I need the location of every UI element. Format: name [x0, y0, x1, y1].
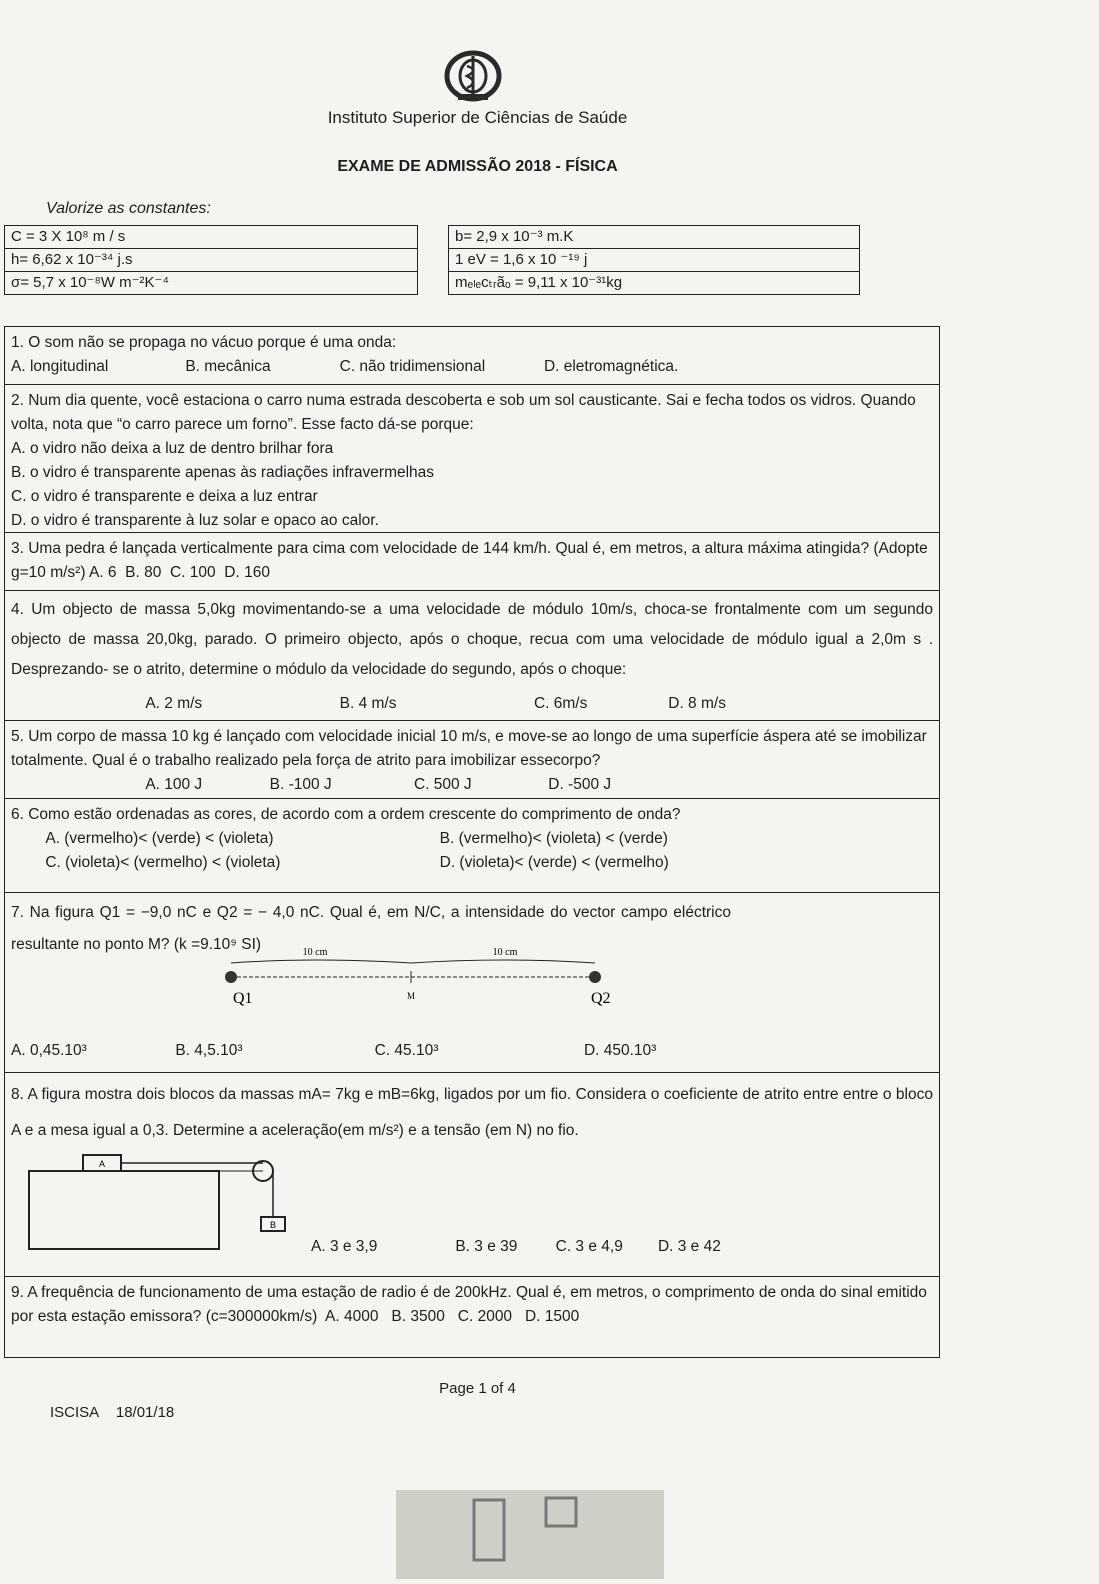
question-4	[4, 590, 940, 720]
option-a: A. longitudinal	[11, 358, 109, 375]
blocks-figure	[25, 1151, 295, 1251]
option-c: C. 500 J	[413, 776, 472, 793]
option-a: A. 4000	[325, 1308, 379, 1325]
q2-label: Q2	[591, 990, 611, 1007]
institute-emblem-icon	[444, 50, 502, 102]
q1-label: Q1	[233, 990, 253, 1007]
option-d: D. o vidro é transparente à luz solar e opaco ao calor.	[11, 512, 379, 529]
constants-table	[4, 225, 860, 295]
option-b: B. 3500	[391, 1308, 445, 1325]
scanner-artifact	[396, 1490, 664, 1579]
option-d: D. 450.10³	[583, 1042, 657, 1059]
option-a: A. o vidro não deixa a luz de dentro brilhar fora	[11, 440, 334, 457]
block-b-label: B	[269, 1220, 277, 1230]
table-row	[5, 226, 860, 249]
option-d: D. 8 m/s	[668, 695, 726, 712]
question-text: 9. A frequência de funcionamento de uma estação de radio é de 200kHz. Qual é, em metros, o comprimento de onda do sinal emitido por esta estação emissora? (c=300000km/s)	[11, 1284, 927, 1325]
page-number: Page 1 of 4	[439, 1380, 516, 1397]
question-9	[4, 1276, 940, 1358]
option-b: B. 4 m/s	[339, 695, 397, 712]
option-b: B. 4,5.10³	[175, 1042, 243, 1059]
question-1	[4, 326, 940, 384]
dist-right-label: 10 cm	[492, 947, 518, 958]
footer-org: ISCISA	[50, 1404, 100, 1421]
question-text: 2. Num dia quente, você estaciona o carro numa estrada descoberta e sob um sol causticante. Sai e fecha todos os vidros. Quando volta, nota que “o carro parece um forno”. Esse facto dá-se porque:	[11, 392, 916, 433]
question-3	[4, 532, 940, 590]
option-b: B. mecânica	[185, 358, 271, 375]
option-b: B. 80	[125, 564, 162, 581]
constant-cell: b= 2,9 x 10⁻³ m.K	[449, 226, 860, 249]
option-a: A. 100 J	[145, 776, 203, 793]
question-6	[4, 798, 940, 892]
m-label: M	[406, 991, 416, 1001]
option-d: D. 3 e 42	[657, 1238, 721, 1255]
scanner-icons	[396, 1490, 664, 1579]
constant-cell: C = 3 X 10⁸ m / s	[5, 226, 418, 249]
constant-cell: 1 eV = 1,6 x 10 ⁻¹⁹ j	[449, 249, 860, 272]
constant-cell: σ= 5,7 x 10⁻⁸W m⁻²K⁻⁴	[5, 272, 418, 295]
question-7	[4, 892, 940, 1072]
option-a: A. 6	[88, 564, 117, 581]
option-d: D. -500 J	[548, 776, 612, 793]
question-5	[4, 720, 940, 798]
question-text: 3. Uma pedra é lançada verticalmente para cima com velocidade de 144 km/h. Qual é, em metros, a altura máxima atingida? (Adopte g=10 m/s²)	[11, 540, 928, 581]
option-c: C. 45.10³	[374, 1042, 439, 1059]
option-d: D. 1500	[524, 1308, 580, 1325]
constant-cell: mₑₗₑcₜᵣãₒ = 9,11 x 10⁻³¹kg	[449, 272, 860, 295]
option-d: D. eletromagnética.	[543, 358, 679, 375]
question-text: 6. Como estão ordenadas as cores, de acordo com a ordem crescente do comprimento de onda?	[11, 806, 681, 823]
constants-label: Valorize as constantes:	[46, 200, 211, 217]
option-a: A. (vermelho)< (verde) < (violeta)	[45, 830, 274, 847]
option-c: C. não tridimensional	[339, 358, 486, 375]
option-c: C. 3 e 4,9	[555, 1238, 623, 1255]
option-c: C. o vidro é transparente e deixa a luz entrar	[11, 488, 318, 505]
question-text: 8. A figura mostra dois blocos da massas mA= 7kg e mB=6kg, ligados por um fio. Considera o coeficiente de atrito entre entre o bloco A e a mesa igual a 0,3. Determine a aceleração(em m/s²) e a tensão (em N) no fio.	[11, 1086, 933, 1139]
option-b: B. (vermelho)< (violeta) < (verde)	[439, 830, 668, 847]
footer-org-date	[50, 1404, 174, 1421]
option-c: C. 6m/s	[533, 695, 588, 712]
charge-q2	[589, 971, 601, 983]
option-d: D. (violeta)< (verde) < (vermelho)	[439, 854, 669, 871]
table-row	[5, 249, 860, 272]
charges-figure	[215, 941, 615, 1011]
block-a-label: A	[98, 1159, 106, 1169]
option-a: A. 0,45.10³	[11, 1042, 87, 1059]
question-text: 4. Um objecto de massa 5,0kg movimentando-se a uma velocidade de módulo 10m/s, choca-se frontalmente com um segundo objecto de massa 20,0kg, parado. O primeiro objecto, após o choque, recua com uma velocidade de módulo igual a 2,0m s . Desprezando- se o atrito, determine o módulo da velocidade do segundo, após o choque:	[11, 601, 933, 678]
question-text: 7. Na figura Q1 = −9,0 nC e Q2 = − 4,0 nC. Qual é, em N/C, a intensidade do vector campo eléctrico resultante no ponto M? (k =9.10⁹ SI)	[11, 904, 731, 953]
option-a: A. 2 m/s	[145, 695, 203, 712]
dist-left-label: 10 cm	[302, 947, 328, 958]
constant-cell: h= 6,62 x 10⁻³⁴ j.s	[5, 249, 418, 272]
option-d: D. 160	[224, 564, 270, 581]
option-b: B. -100 J	[269, 776, 332, 793]
question-text: 5. Um corpo de massa 10 kg é lançado com velocidade inicial 10 m/s, e move-se ao longo de uma superfície áspera até se imobilizar totalmente. Qual é o trabalho realizado pela força de atrito para imobilizar essecorpo?	[11, 728, 927, 769]
footer-date: 18/01/18	[115, 1404, 175, 1421]
charge-q1	[225, 971, 237, 983]
question-text: 1. O som não se propaga no vácuo porque é uma onda:	[11, 334, 397, 351]
table-body	[29, 1171, 219, 1249]
exam-title: EXAME DE ADMISSÃO 2018 - FÍSICA	[337, 158, 618, 175]
option-b: B. o vidro é transparente apenas às radiações infravermelhas	[11, 464, 435, 481]
question-2	[4, 384, 940, 532]
option-c: C. (violeta)< (vermelho) < (violeta)	[45, 854, 281, 871]
table-row	[5, 272, 860, 295]
option-b: B. 3 e 39	[455, 1238, 518, 1255]
option-a: A. 3 e 3,9	[311, 1238, 378, 1255]
question-8	[4, 1072, 940, 1276]
option-c: C. 100	[170, 564, 216, 581]
option-c: C. 2000	[457, 1308, 513, 1325]
institution-name: Instituto Superior de Ciências de Saúde	[327, 108, 628, 127]
